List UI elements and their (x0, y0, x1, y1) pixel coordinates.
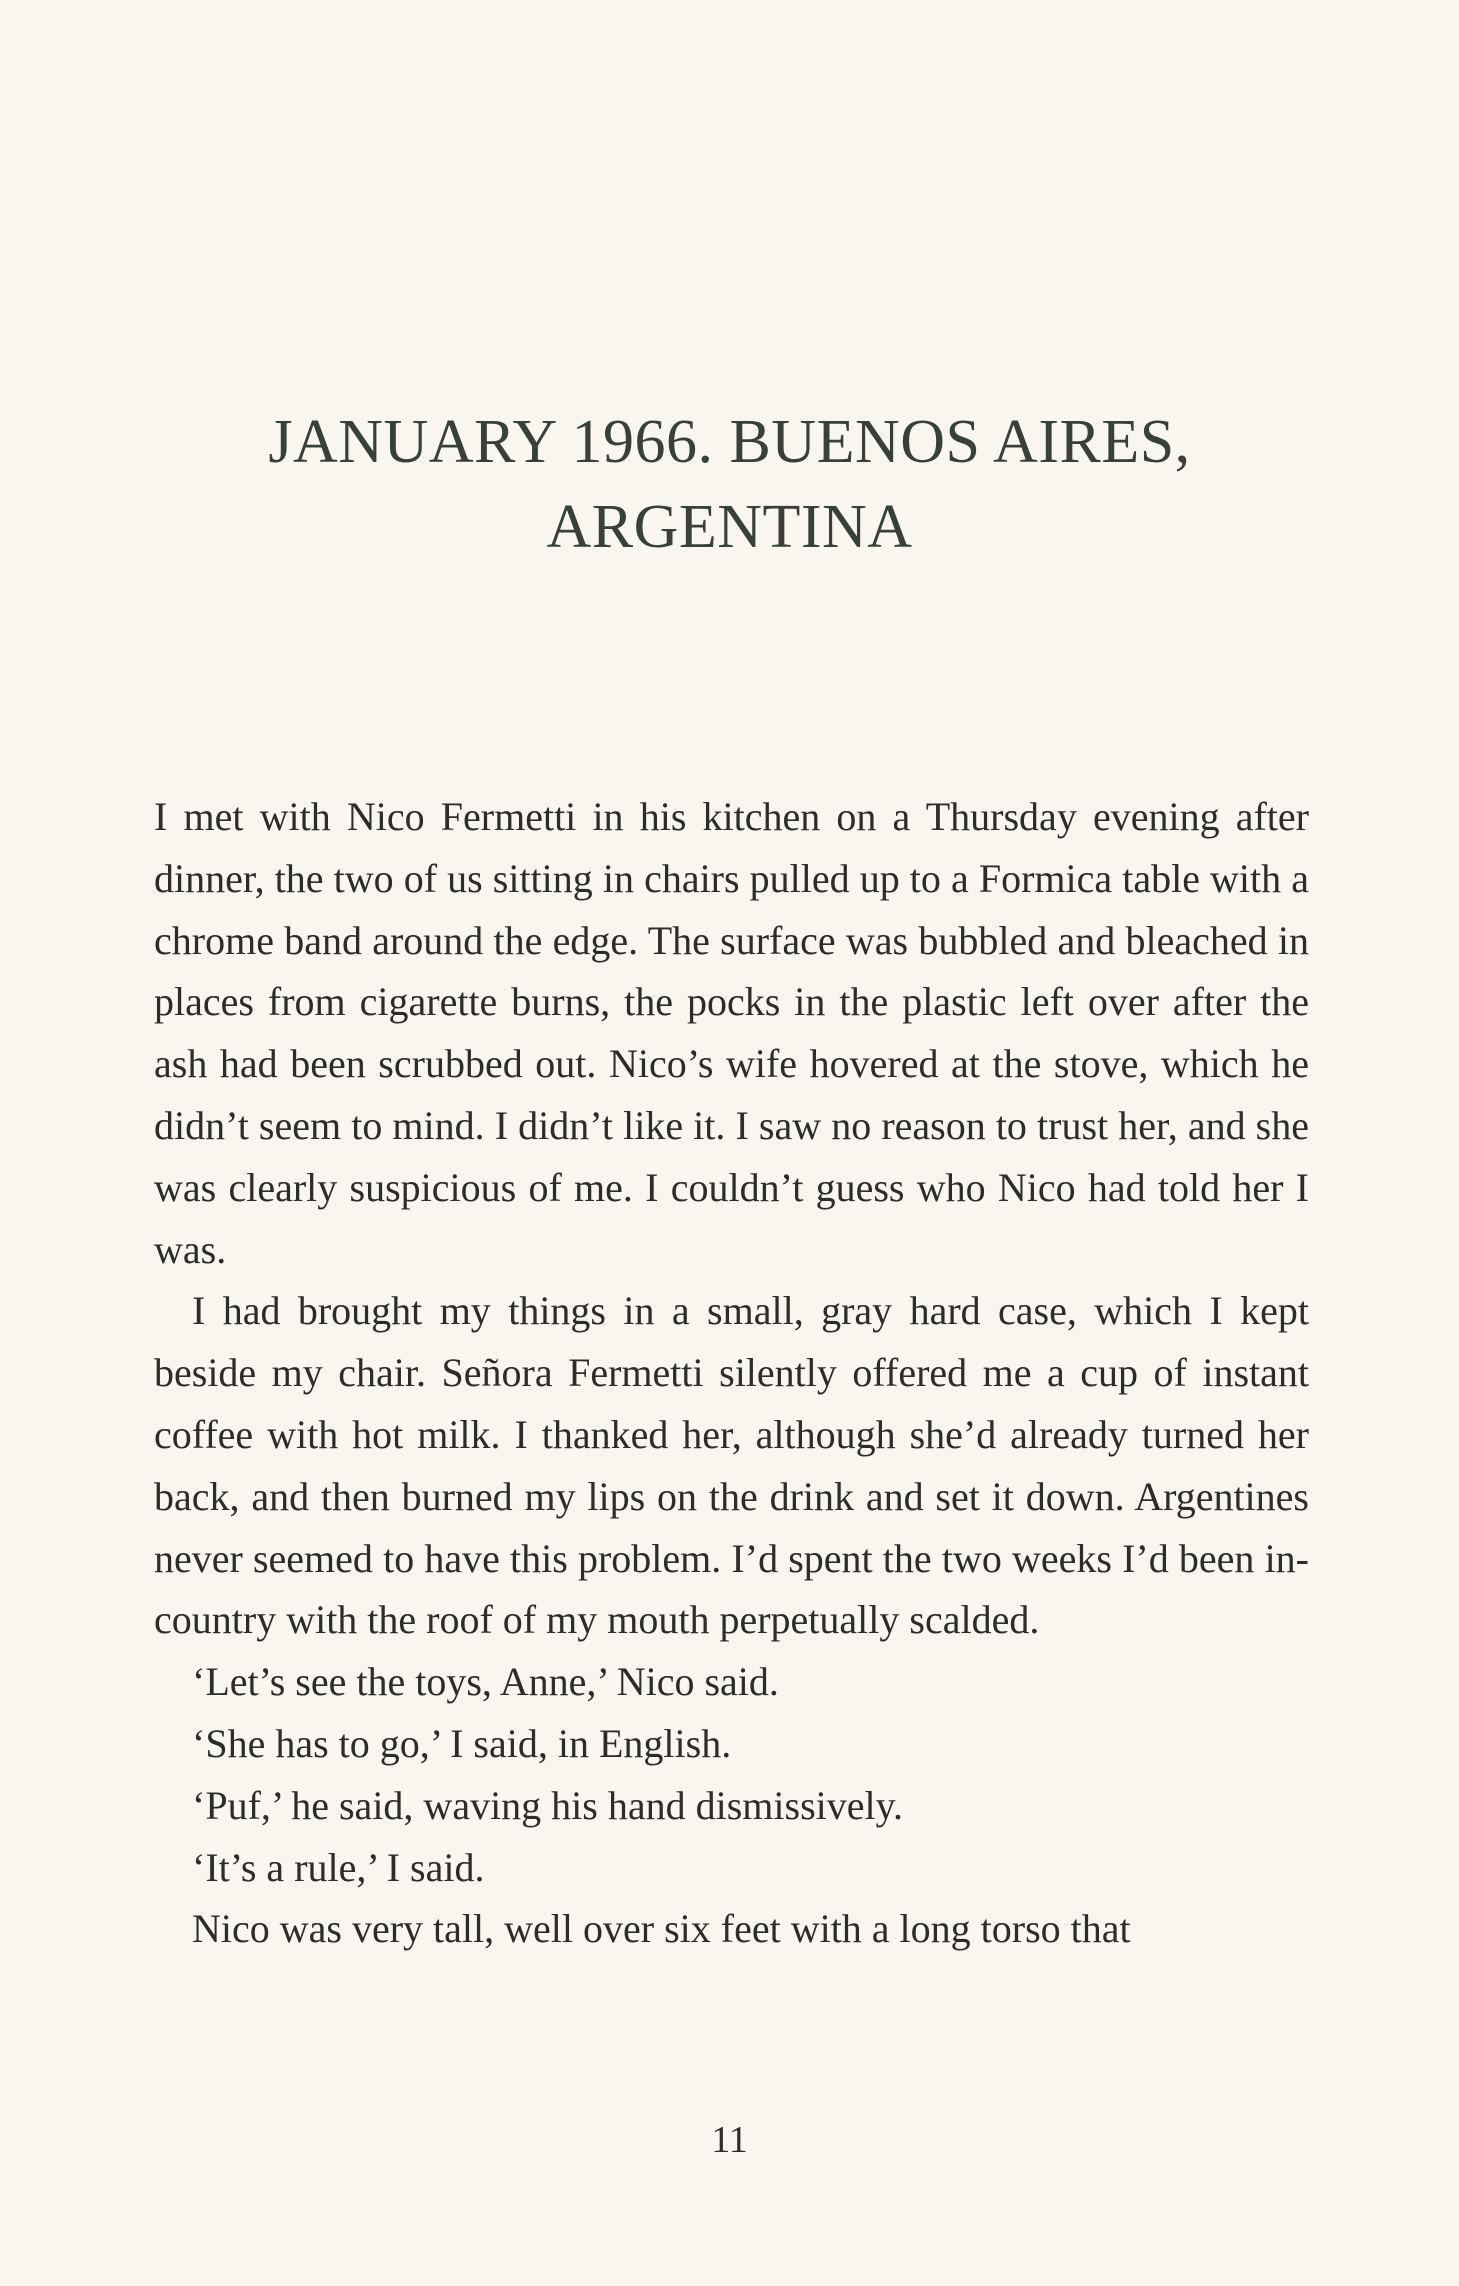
paragraph: Nico was very tall, well over six feet with a long torso that (192, 1906, 1131, 1952)
chapter-title-line-2: ARGENTINA (546, 493, 913, 561)
dialogue-line: ‘Puf,’ he said, waving his hand dismissively. (192, 1782, 904, 1828)
page-number: 11 (711, 2119, 748, 2161)
paragraph: I had brought my things in a small, gray hard case, which I kept beside my chair. Señora Fermetti silently offered me a cup of instant coffee with hot milk. I thanked her, although she’d already turned her back, and then burned my lips on the drink and set it down. Argentines never seemed to have this problem. I’d spent the two weeks I’d been in-country with the roof of my mouth perpetually scalded. (154, 1288, 1309, 1643)
dialogue-line: ‘It’s a rule,’ I said. (192, 1844, 485, 1890)
dialogue-line: ‘She has to go,’ I said, in English. (192, 1720, 732, 1766)
chapter-title (150, 400, 1309, 570)
body-text (154, 786, 1309, 1960)
dialogue-line: ‘Let’s see the toys, Anne,’ Nico said. (192, 1659, 779, 1705)
paragraph: I met with Nico Fermetti in his kitchen on a Thursday evening after dinner, the two of us sitting in chairs pulled up to a Formica table with a chrome band around the edge. The surface was bubbled and bleached in places from cigarette burns, the pocks in the plastic left over after the ash had been scrubbed out. Nico’s wife hovered at the stove, which he didn’t seem to mind. I didn’t like it. I saw no reason to trust her, and she was clearly suspicious of me. I couldn’t guess who Nico had told her I was. (154, 794, 1309, 1272)
chapter-title-line-1: JANUARY 1966. BUENOS AIRES, (268, 408, 1191, 476)
